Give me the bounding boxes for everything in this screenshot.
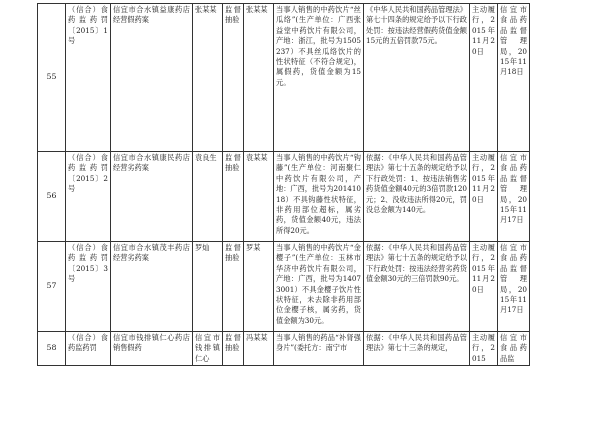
penalty-table (37, 3, 530, 366)
execution-status: 主动履行，2015年11月20日 (470, 242, 498, 332)
penalty-basis: 依据：《中华人民共和国药品管理法》第七十五条的规定给予以下行政处罚：1、按违法销售劣药货值金额40元的3倍罚款120元；2、没收违法所得20元，罚没总金额为140元。 (364, 152, 470, 242)
execution-status: 主动履行，2015年11月20日 (470, 4, 498, 152)
authority-date: 信宜市食品药品监 (498, 332, 530, 366)
table-row (38, 242, 530, 332)
penalty-basis: 《中华人民共和国药品管理法》第七十四条的规定给予以下行政处罚：按违法经营假药货值金额15元的五倍罚款75元。 (364, 4, 470, 152)
legal-representative: 冯某某 (244, 332, 274, 366)
violation-facts: 当事人销售的中药饮片“丝瓜络”(生产单位：广西张益堂中药饮片有限公司，产地：浙江，批号为1505237）不具丝瓜络饮片的性状特征（不符合规定)，属假药，货值金额为15元。 (274, 4, 364, 152)
party-name: 张某某 (193, 4, 223, 152)
case-source: 监督抽验 (223, 242, 244, 332)
case-source: 监督抽验 (223, 4, 244, 152)
execution-status: 主动履行，2015年11月20日 (470, 152, 498, 242)
table-row (38, 4, 530, 152)
document-number: （信合）食药监药罚〔2015〕3号 (66, 242, 111, 332)
row-number: 57 (38, 242, 66, 332)
document-number: （信合）食药监药罚〔2015〕1号 (66, 4, 111, 152)
case-source: 监督抽验 (223, 152, 244, 242)
case-name: 信宜市钱排镇仁心药店销售假药 (111, 332, 193, 366)
penalty-basis: 依据：《中华人民共和国药品管理法》第七十三条的规定， (364, 332, 470, 366)
legal-representative: 袁某某 (244, 152, 274, 242)
case-name: 信宜市合水镇茂丰药店经营劣药案 (111, 242, 193, 332)
party-name: 信宜市钱排镇仁心 (193, 332, 223, 366)
table-row (38, 332, 530, 366)
party-name: 袁良生 (193, 152, 223, 242)
legal-representative: 张某某 (244, 4, 274, 152)
violation-facts: 当事人销售的药品“补肾强身片”(委托方：南宁市 (274, 332, 364, 366)
row-number: 56 (38, 152, 66, 242)
table-row (38, 152, 530, 242)
authority-date: 信宜市食品药品监督管理局，2015年11月17日 (498, 152, 530, 242)
party-name: 罗灿 (193, 242, 223, 332)
authority-date: 信宜市食品药品监督管理局，2015年11月17日 (498, 242, 530, 332)
violation-facts: 当事人销售的中药饮片“钩藤”(生产单位：河南聚仁中药饮片有限公司，产地：广西，批号为20141018）不具钩藤性状特征，非药用部位超标，属劣药，货值金额40元，违法所得20元。 (274, 152, 364, 242)
penalty-basis: 依据：《中华人民共和国药品管理法》第七十五条的规定给予以下行政处罚：按违法经营劣药货值金额30元的三倍罚款90元。 (364, 242, 470, 332)
case-source: 监督抽验 (223, 332, 244, 366)
case-name: 信宜市合水镇康民药店经营劣药案 (111, 152, 193, 242)
violation-facts: 当事人销售的中药饮片“金樱子”(生产单位：玉林市华济中药饮片有限公司，产地：广西，批号为14073001）不具金樱子饮片性状特征，未去除非药用部位金樱子核，属劣药，货值金额为30元。 (274, 242, 364, 332)
row-number: 58 (38, 332, 66, 366)
row-number: 55 (38, 4, 66, 152)
document-number: （信合）食药监药罚 (66, 332, 111, 366)
authority-date: 信宜市食品药品监督管理局，2015年11月18日 (498, 4, 530, 152)
case-name: 信宜市合水镇益康药店经营假药案 (111, 4, 193, 152)
legal-representative: 罗某 (244, 242, 274, 332)
execution-status: 主动履行，2015 (470, 332, 498, 366)
document-number: （信合）食药监药罚〔2015〕2号 (66, 152, 111, 242)
